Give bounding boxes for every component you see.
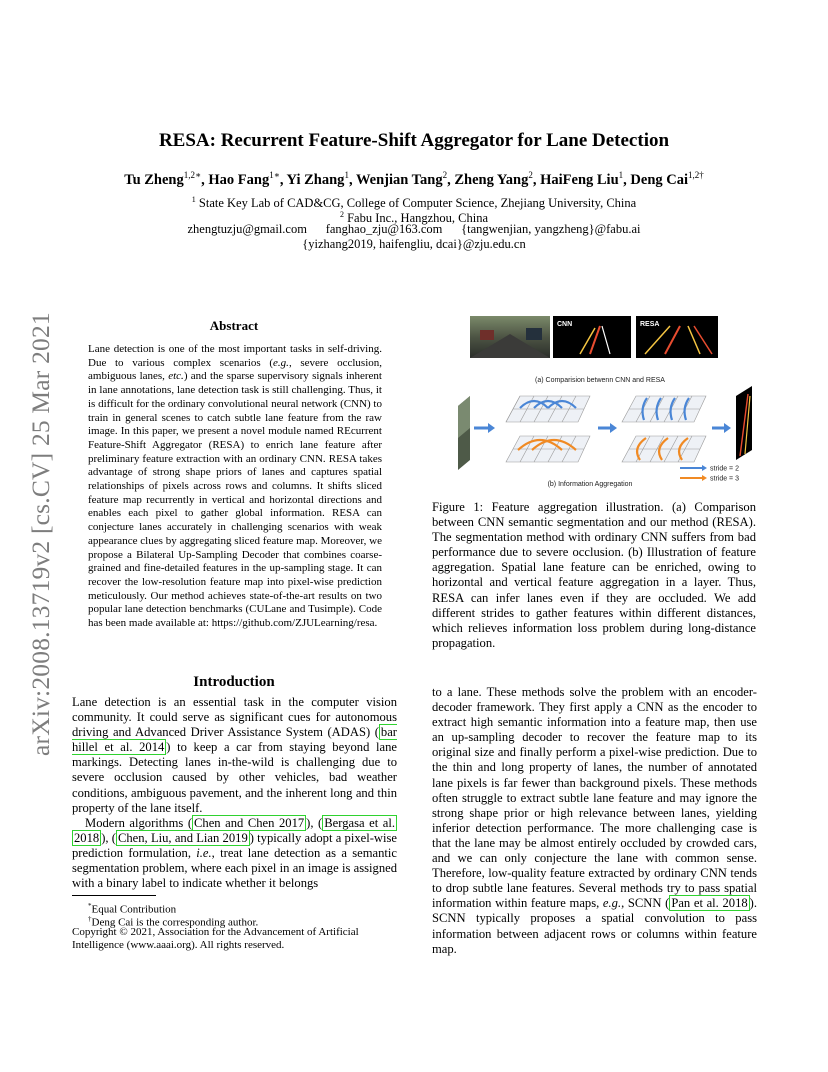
cnn-label: CNN (557, 321, 573, 328)
footnote-2: †Deng Cai is the corresponding author. (88, 915, 259, 929)
citation-link[interactable]: Chen and Chen 2017 (194, 815, 305, 830)
author: Yi Zhang (286, 171, 345, 188)
intro-paragraph-1: Lane detection is an essential task in the computer vision community. It could serve as significant cues for autonomous driving and Advanced Driver Assistance System (ADAS) ( bar hillel et al. 2014 ) to keep a car from staying beyond lane markings. Detecting lanes in-the-wild is challenging due to severe occlusion caused by other vehicles, bad weather conditions, ambiguous pavement, and the inherent long and thin property of the lane itself. (72, 695, 397, 815)
figure-1 (440, 310, 758, 490)
cnn-output-panel (553, 316, 631, 358)
intro-paragraph-2: Modern algorithms ( Chen and Chen 2017 ), ( Bergasa et al. 2018 ), ( Chen, Liu, and Lian 2019 ) typically adopt a pixel-wise prediction formulation, i.e., treat lane detection as a semantic segmentation problem, where each pixel in an image is assigned with a binary label to indicate whether it belongs (72, 815, 397, 891)
figure-label-b: (b) Information Aggregation (547, 481, 633, 488)
author: HaiFeng Liu (540, 171, 619, 188)
paper-title: RESA: Recurrent Feature-Shift Aggregator for Lane Detection (158, 130, 670, 151)
intro-right-column (432, 685, 757, 957)
arxiv-stamp: arXiv:2008.13719v2 [cs.CV] 25 Mar 2021 (26, 312, 55, 756)
author-list: Tu Zheng$^{1,2∗}$, Hao Fang$^{1∗}$, Yi Zhang$^1$, Wenjian Tang$^2$, Zheng Yang$^2$, HaiFeng Liu$^1$, Deng Cai$^{1,2\dagger}$ (124, 170, 704, 188)
author: Hao Fang (208, 171, 270, 188)
intro-paragraph-3: to a lane. These methods solve the problem with an encoder-decoder framework. They first apply a CNN as the encoder to extract high semantic information into a feature map, then use an up-sampling decoder to recover the feature map to its original size and finally perform a pixel-wise prediction. Due to the thin and long property of lanes, the number of annotated lane pixels is far fewer than background pixels. These methods often struggle to extract subtle lane feature and may ignore the strong shape prior or high relevance between lanes, yielding inferior detection performance. The more challenging case is that the lane may be almost entirely occluded by crowded cars, and we can only conjecture the lane with common sense. Therefore, low-quality feature extracted by ordinary CNN tends to drop subtle lane features. Several methods try to pass spatial information within feature maps, e.g., SCNN ( Pan et al. 2018 ). SCNN typically proposes a spatial convolution to pass information between adjacent rows or columns within feature map. (432, 685, 758, 956)
footnote-1: *Equal Contribution (88, 902, 177, 916)
copyright-notice: Copyright © 2021, Association for the Advancement of Artificial Intelligence (www.aaai.org). All rights reserved. (72, 926, 359, 952)
road-photo (470, 316, 550, 358)
author: Zheng Yang (454, 171, 529, 188)
abstract-heading: Abstract (209, 318, 259, 333)
author-emails-2: {yizhang2019, haifengliu, dcai}@zju.edu.cn (302, 237, 526, 251)
introduction-heading: Introduction (193, 674, 275, 690)
citation-link[interactable]: Bergasa et al. (324, 815, 395, 830)
figure-label-a: (a) Comparision betwenn CNN and RESA (535, 377, 665, 384)
feature-grid-2 (622, 396, 706, 462)
footnote-rule (72, 895, 156, 896)
citation-link[interactable]: Chen, Liu, and Lian 2019 (117, 830, 248, 845)
author-emails: zhengtuzju@gmail.com fanghao_zju@163.com {tangwenjian, yangzheng}@fabu.ai (187, 222, 641, 236)
author: Wenjian Tang (355, 171, 443, 188)
figure-legend (680, 465, 739, 483)
citation-link[interactable]: 2018 (74, 830, 100, 845)
author: Tu Zheng (124, 171, 184, 188)
affiliation-2: $^2$ Fabu Inc., Hangzhou, China (339, 210, 489, 226)
input-image-thumbnail (458, 396, 470, 470)
citation-link[interactable]: Pan et al. 2018 (671, 896, 748, 911)
citation-link[interactable]: bar hillel et al. 2014 (72, 725, 397, 755)
intro-left-column (72, 695, 397, 891)
resa-label: RESA (640, 321, 660, 328)
legend-stride-2: stride = 2 (710, 465, 739, 473)
abstract-text: Lane detection is one of the most important tasks in self-driving. Due to various complex scenarios (e.g., severe occlusion, ambiguous lanes, etc.) and the sparse supervisory signals inherent in lane annotations, lane detection task is still challenging. Thus, it is difficult for the ordinary convolutional neural network (CNN) to train in general scenes to catch subtle lane feature from the raw image. In this paper, we present a novel module named REcurrent Feature-Shift Aggregator (RESA) to enrich lane feature after preliminary feature extraction with an ordinary CNN. RESA takes advantage of strong shape priors of lanes and captures spatial relationships of pixels across rows and columns. It shifts sliced feature map recurrently in vertical and horizontal directions and enables each pixel to gather global information. RESA can conjecture lanes accurately in challenging scenarios with weak appearance clues by aggregating sliced feature map. Moreover, we propose a Bilateral Up-Sampling Decoder that combines coarse-grained and fine-detailed features in the up-sampling stage. It can recover the low-resolution feature map into pixel-wise prediction meticulously. Our method achieves state-of-the-art results on two popular lane detection benchmarks (CULane and Tusimple). Code has been made available at: https://github.com/ZJULearning/resa. (88, 343, 383, 630)
affiliation-1: $^1$ State Key Lab of CAD&CG, College of Computer Science, Zhejiang University, China (191, 195, 637, 211)
output-lane-map (736, 386, 752, 460)
resa-output-panel (636, 316, 718, 358)
legend-stride-3: stride = 3 (710, 475, 739, 483)
author: Deng Cai (630, 171, 689, 188)
figure-caption: Figure 1: Feature aggregation illustration. (a) Comparison between CNN semantic segmentation and our method (RESA). The segmentation method with ordinary CNN suffers from bad performance due to severe occlusion. (b) Illustration of feature aggregation. Spatial lane feature can be enriched, owing to horizontal and vertical feature aggregation in a layer. Thus, RESA can infer lanes even if they are occluded. We add different strides to gather features within different distances, which relieves information loss problem during long-distance propagation. (432, 500, 756, 650)
feature-grid-1 (506, 396, 590, 462)
